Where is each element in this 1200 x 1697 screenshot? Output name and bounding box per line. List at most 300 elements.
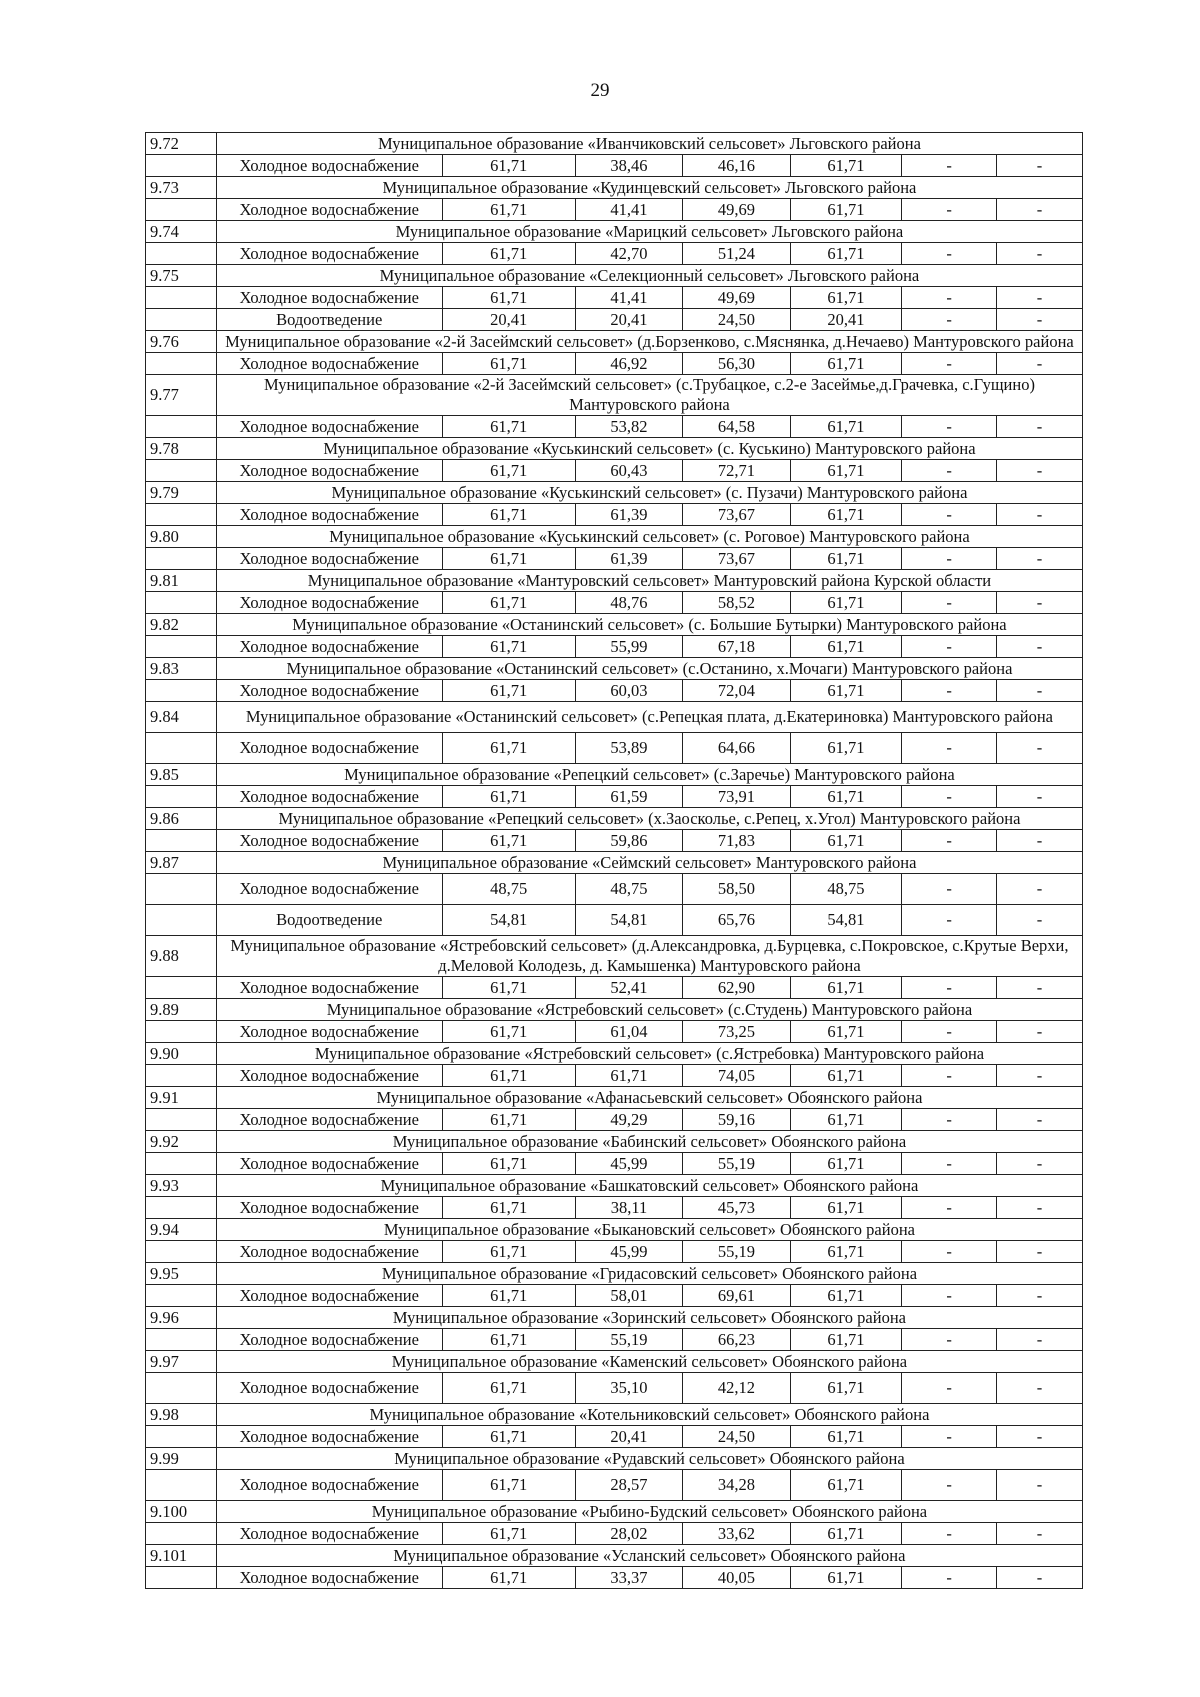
tariff-value-cell: 58,01: [575, 1285, 682, 1307]
tariff-value-cell: 61,71: [442, 1153, 575, 1175]
service-name: Холодное водоснабжение: [216, 1329, 442, 1351]
tariff-value-cell: 61,71: [790, 416, 902, 438]
section-number: 9.87: [146, 852, 217, 874]
service-name: Холодное водоснабжение: [216, 1109, 442, 1131]
tariff-value-cell: 61,71: [790, 155, 902, 177]
tariff-dash-cell: -: [902, 680, 997, 702]
tariff-value-cell: 71,83: [683, 830, 790, 852]
tariff-row: [146, 1470, 1083, 1501]
tariff-value-cell: 33,37: [575, 1567, 682, 1589]
section-number: 9.96: [146, 1307, 217, 1329]
tariff-row: [146, 680, 1083, 702]
tariff-value-cell: 28,02: [575, 1523, 682, 1545]
tariff-row: [146, 199, 1083, 221]
tariff-value-cell: 42,70: [575, 243, 682, 265]
tariff-row: [146, 460, 1083, 482]
tariff-dash-cell: -: [996, 1285, 1082, 1307]
tariff-row: [146, 977, 1083, 999]
tariff-value-cell: 46,16: [683, 155, 790, 177]
tariff-value-cell: 33,62: [683, 1523, 790, 1545]
tariff-value-cell: 61,71: [790, 1567, 902, 1589]
tariff-value-cell: 61,71: [442, 1285, 575, 1307]
tariff-table: [145, 132, 1083, 1589]
section-title-row: [146, 482, 1083, 504]
section-title: Муниципальное образование «Ястребовский сельсовет» (с.Ястребовка) Мантуровского района: [216, 1043, 1082, 1065]
tariff-value-cell: 45,73: [683, 1197, 790, 1219]
service-name: Холодное водоснабжение: [216, 199, 442, 221]
empty-number-cell: [146, 155, 217, 177]
tariff-value-cell: 61,71: [442, 460, 575, 482]
tariff-value-cell: 61,71: [442, 1470, 575, 1501]
tariff-dash-cell: -: [996, 680, 1082, 702]
tariff-value-cell: 72,04: [683, 680, 790, 702]
tariff-value-cell: 34,28: [683, 1470, 790, 1501]
tariff-row: [146, 1153, 1083, 1175]
section-number: 9.88: [146, 936, 217, 977]
tariff-value-cell: 61,71: [790, 1241, 902, 1263]
empty-number-cell: [146, 592, 217, 614]
service-name: Холодное водоснабжение: [216, 680, 442, 702]
section-number: 9.101: [146, 1545, 217, 1567]
tariff-dash-cell: -: [902, 416, 997, 438]
tariff-dash-cell: -: [902, 199, 997, 221]
tariff-value-cell: 60,03: [575, 680, 682, 702]
section-title-row: [146, 1501, 1083, 1523]
tariff-value-cell: 61,71: [442, 199, 575, 221]
tariff-value-cell: 69,61: [683, 1285, 790, 1307]
service-name: Холодное водоснабжение: [216, 353, 442, 375]
section-number: 9.94: [146, 1219, 217, 1241]
tariff-value-cell: 38,11: [575, 1197, 682, 1219]
tariff-dash-cell: -: [902, 1523, 997, 1545]
section-title: Муниципальное образование «Сеймский сельсовет» Мантуровского района: [216, 852, 1082, 874]
tariff-dash-cell: -: [996, 1153, 1082, 1175]
tariff-value-cell: 64,66: [683, 733, 790, 764]
tariff-value-cell: 54,81: [442, 905, 575, 936]
section-title: Муниципальное образование «Мантуровский сельсовет» Мантуровский района Курской области: [216, 570, 1082, 592]
section-title-row: [146, 936, 1083, 977]
service-name: Холодное водоснабжение: [216, 1241, 442, 1263]
tariff-dash-cell: -: [996, 1329, 1082, 1351]
section-title-row: [146, 1351, 1083, 1373]
tariff-dash-cell: -: [902, 243, 997, 265]
section-title-row: [146, 133, 1083, 155]
tariff-value-cell: 61,71: [442, 1065, 575, 1087]
empty-number-cell: [146, 199, 217, 221]
tariff-value-cell: 61,71: [790, 733, 902, 764]
section-number: 9.95: [146, 1263, 217, 1285]
tariff-dash-cell: -: [996, 504, 1082, 526]
tariff-dash-cell: -: [902, 460, 997, 482]
tariff-dash-cell: -: [996, 1373, 1082, 1404]
section-title: Муниципальное образование «Селекционный сельсовет» Льговского района: [216, 265, 1082, 287]
tariff-row: [146, 592, 1083, 614]
section-title: Муниципальное образование «Каменский сельсовет» Обоянского района: [216, 1351, 1082, 1373]
tariff-value-cell: 55,19: [683, 1153, 790, 1175]
tariff-dash-cell: -: [996, 830, 1082, 852]
section-number: 9.72: [146, 133, 217, 155]
tariff-value-cell: 51,24: [683, 243, 790, 265]
tariff-value-cell: 48,75: [790, 874, 902, 905]
tariff-dash-cell: -: [996, 592, 1082, 614]
section-number: 9.98: [146, 1404, 217, 1426]
empty-number-cell: [146, 1285, 217, 1307]
section-number: 9.100: [146, 1501, 217, 1523]
section-title: Муниципальное образование «Куськинский сельсовет» (с. Пузачи) Мантуровского района: [216, 482, 1082, 504]
tariff-value-cell: 73,67: [683, 548, 790, 570]
tariff-value-cell: 61,04: [575, 1021, 682, 1043]
empty-number-cell: [146, 733, 217, 764]
empty-number-cell: [146, 243, 217, 265]
empty-number-cell: [146, 1065, 217, 1087]
service-name: Холодное водоснабжение: [216, 1285, 442, 1307]
tariff-value-cell: 61,71: [442, 1567, 575, 1589]
tariff-value-cell: 61,71: [790, 1021, 902, 1043]
tariff-dash-cell: -: [902, 733, 997, 764]
tariff-value-cell: 54,81: [575, 905, 682, 936]
section-title-row: [146, 658, 1083, 680]
tariff-dash-cell: -: [996, 1470, 1082, 1501]
empty-number-cell: [146, 1153, 217, 1175]
tariff-value-cell: 20,41: [442, 309, 575, 331]
section-title: Муниципальное образование «2-й Засеймский сельсовет» (с.Трубацкое, с.2-е Засеймье,д.Грачевка, с.Гущино) Мантуровского района: [216, 375, 1082, 416]
tariff-dash-cell: -: [902, 309, 997, 331]
section-title: Муниципальное образование «Ястребовский сельсовет» (с.Студень) Мантуровского района: [216, 999, 1082, 1021]
tariff-dash-cell: -: [902, 1065, 997, 1087]
section-title-row: [146, 764, 1083, 786]
tariff-row: [146, 1109, 1083, 1131]
empty-number-cell: [146, 905, 217, 936]
tariff-value-cell: 61,71: [790, 287, 902, 309]
tariff-row: [146, 309, 1083, 331]
tariff-dash-cell: -: [902, 1470, 997, 1501]
service-name: Холодное водоснабжение: [216, 416, 442, 438]
section-number: 9.78: [146, 438, 217, 460]
tariff-row: [146, 287, 1083, 309]
empty-number-cell: [146, 548, 217, 570]
section-title: Муниципальное образование «Иванчиковский сельсовет» Льговского района: [216, 133, 1082, 155]
tariff-value-cell: 73,25: [683, 1021, 790, 1043]
tariff-value-cell: 53,82: [575, 416, 682, 438]
section-title: Муниципальное образование «Марицкий сельсовет» Льговского района: [216, 221, 1082, 243]
tariff-value-cell: 24,50: [683, 1426, 790, 1448]
section-title: Муниципальное образование «Усланский сельсовет» Обоянского района: [216, 1545, 1082, 1567]
tariff-value-cell: 55,19: [683, 1241, 790, 1263]
tariff-value-cell: 61,71: [442, 504, 575, 526]
tariff-value-cell: 61,71: [790, 460, 902, 482]
tariff-value-cell: 20,41: [575, 1426, 682, 1448]
tariff-dash-cell: -: [902, 786, 997, 808]
tariff-value-cell: 20,41: [790, 309, 902, 331]
tariff-row: [146, 874, 1083, 905]
empty-number-cell: [146, 830, 217, 852]
empty-number-cell: [146, 1470, 217, 1501]
tariff-dash-cell: -: [996, 1065, 1082, 1087]
empty-number-cell: [146, 1426, 217, 1448]
section-title: Муниципальное образование «Репецкий сельсовет» (с.Заречье) Мантуровского района: [216, 764, 1082, 786]
tariff-value-cell: 61,71: [790, 1470, 902, 1501]
section-title: Муниципальное образование «Репецкий сельсовет» (х.Заосколье, с.Репец, х.Угол) Мантуровского района: [216, 808, 1082, 830]
tariff-value-cell: 61,71: [790, 636, 902, 658]
tariff-value-cell: 61,71: [442, 1109, 575, 1131]
section-number: 9.80: [146, 526, 217, 548]
section-number: 9.90: [146, 1043, 217, 1065]
empty-number-cell: [146, 460, 217, 482]
section-title-row: [146, 1043, 1083, 1065]
section-title-row: [146, 331, 1083, 353]
tariff-dash-cell: -: [996, 786, 1082, 808]
tariff-value-cell: 61,71: [790, 592, 902, 614]
tariff-value-cell: 61,71: [790, 1065, 902, 1087]
tariff-value-cell: 60,43: [575, 460, 682, 482]
empty-number-cell: [146, 1523, 217, 1545]
tariff-row: [146, 636, 1083, 658]
service-name: Холодное водоснабжение: [216, 874, 442, 905]
tariff-value-cell: 59,16: [683, 1109, 790, 1131]
section-title: Муниципальное образование «Бабинский сельсовет» Обоянского района: [216, 1131, 1082, 1153]
tariff-dash-cell: -: [996, 287, 1082, 309]
tariff-row: [146, 1523, 1083, 1545]
tariff-value-cell: 41,41: [575, 199, 682, 221]
tariff-row: [146, 548, 1083, 570]
tariff-value-cell: 59,86: [575, 830, 682, 852]
tariff-value-cell: 46,92: [575, 353, 682, 375]
tariff-value-cell: 58,52: [683, 592, 790, 614]
empty-number-cell: [146, 680, 217, 702]
section-title: Муниципальное образование «Башкатовский сельсовет» Обоянского района: [216, 1175, 1082, 1197]
section-number: 9.82: [146, 614, 217, 636]
section-number: 9.92: [146, 1131, 217, 1153]
tariff-value-cell: 65,76: [683, 905, 790, 936]
section-number: 9.74: [146, 221, 217, 243]
tariff-dash-cell: -: [902, 592, 997, 614]
tariff-dash-cell: -: [902, 548, 997, 570]
tariff-value-cell: 48,76: [575, 592, 682, 614]
section-title: Муниципальное образование «Афанасьевский сельсовет» Обоянского района: [216, 1087, 1082, 1109]
tariff-dash-cell: -: [996, 309, 1082, 331]
tariff-value-cell: 35,10: [575, 1373, 682, 1404]
tariff-value-cell: 73,91: [683, 786, 790, 808]
section-number: 9.97: [146, 1351, 217, 1373]
tariff-value-cell: 61,71: [790, 1523, 902, 1545]
tariff-value-cell: 61,71: [790, 1285, 902, 1307]
tariff-dash-cell: -: [902, 977, 997, 999]
tariff-value-cell: 61,71: [790, 830, 902, 852]
section-title-row: [146, 1263, 1083, 1285]
tariff-value-cell: 61,71: [442, 592, 575, 614]
tariff-row: [146, 905, 1083, 936]
tariff-value-cell: 61,71: [790, 1426, 902, 1448]
tariff-value-cell: 61,71: [442, 243, 575, 265]
tariff-value-cell: 61,71: [442, 155, 575, 177]
tariff-value-cell: 61,71: [790, 1329, 902, 1351]
service-name: Холодное водоснабжение: [216, 1197, 442, 1219]
tariff-value-cell: 61,71: [790, 353, 902, 375]
section-title-row: [146, 265, 1083, 287]
empty-number-cell: [146, 1241, 217, 1263]
tariff-dash-cell: -: [996, 636, 1082, 658]
tariff-value-cell: 42,12: [683, 1373, 790, 1404]
tariff-value-cell: 61,71: [790, 548, 902, 570]
tariff-row: [146, 830, 1083, 852]
section-title: Муниципальное образование «Кудинцевский сельсовет» Льговского района: [216, 177, 1082, 199]
tariff-dash-cell: -: [996, 733, 1082, 764]
tariff-dash-cell: -: [996, 243, 1082, 265]
service-name: Холодное водоснабжение: [216, 636, 442, 658]
service-name: Водоотведение: [216, 309, 442, 331]
section-number: 9.86: [146, 808, 217, 830]
tariff-value-cell: 61,71: [442, 1021, 575, 1043]
service-name: Холодное водоснабжение: [216, 1021, 442, 1043]
tariff-value-cell: 61,71: [442, 1523, 575, 1545]
tariff-dash-cell: -: [902, 1109, 997, 1131]
section-number: 9.99: [146, 1448, 217, 1470]
tariff-value-cell: 61,71: [442, 733, 575, 764]
empty-number-cell: [146, 416, 217, 438]
service-name: Холодное водоснабжение: [216, 1373, 442, 1404]
section-title: Муниципальное образование «Котельниковский сельсовет» Обоянского района: [216, 1404, 1082, 1426]
tariff-value-cell: 61,71: [442, 548, 575, 570]
tariff-dash-cell: -: [902, 1021, 997, 1043]
tariff-row: [146, 504, 1083, 526]
tariff-row: [146, 1021, 1083, 1043]
tariff-dash-cell: -: [996, 1567, 1082, 1589]
tariff-dash-cell: -: [902, 874, 997, 905]
section-number: 9.73: [146, 177, 217, 199]
tariff-dash-cell: -: [996, 155, 1082, 177]
section-number: 9.76: [146, 331, 217, 353]
tariff-row: [146, 155, 1083, 177]
empty-number-cell: [146, 1021, 217, 1043]
section-title: Муниципальное образование «Куськинский сельсовет» (с. Роговое) Мантуровского района: [216, 526, 1082, 548]
tariff-value-cell: 28,57: [575, 1470, 682, 1501]
section-title-row: [146, 852, 1083, 874]
tariff-dash-cell: -: [996, 548, 1082, 570]
tariff-dash-cell: -: [902, 905, 997, 936]
section-title: Муниципальное образование «Останинский сельсовет» (с.Репецкая плата, д.Екатериновка) Мантуровского района: [216, 702, 1082, 733]
tariff-value-cell: 61,71: [790, 243, 902, 265]
tariff-value-cell: 66,23: [683, 1329, 790, 1351]
tariff-value-cell: 61,71: [442, 636, 575, 658]
section-title-row: [146, 177, 1083, 199]
tariff-value-cell: 55,99: [575, 636, 682, 658]
empty-number-cell: [146, 1373, 217, 1404]
section-number: 9.89: [146, 999, 217, 1021]
section-title: Муниципальное образование «Быкановский сельсовет» Обоянского района: [216, 1219, 1082, 1241]
section-title-row: [146, 1087, 1083, 1109]
tariff-dash-cell: -: [996, 1021, 1082, 1043]
section-title: Муниципальное образование «Куськинский сельсовет» (с. Куськино) Мантуровского района: [216, 438, 1082, 460]
section-number: 9.83: [146, 658, 217, 680]
service-name: Холодное водоснабжение: [216, 733, 442, 764]
tariff-row: [146, 1329, 1083, 1351]
tariff-row: [146, 1567, 1083, 1589]
tariff-row: [146, 1065, 1083, 1087]
service-name: Холодное водоснабжение: [216, 592, 442, 614]
empty-number-cell: [146, 309, 217, 331]
section-number: 9.77: [146, 375, 217, 416]
section-title: Муниципальное образование «Останинский сельсовет» (с.Останино, х.Мочаги) Мантуровского района: [216, 658, 1082, 680]
empty-number-cell: [146, 977, 217, 999]
section-title-row: [146, 614, 1083, 636]
service-name: Холодное водоснабжение: [216, 243, 442, 265]
tariff-value-cell: 49,29: [575, 1109, 682, 1131]
tariff-value-cell: 62,90: [683, 977, 790, 999]
section-title-row: [146, 526, 1083, 548]
section-title-row: [146, 1448, 1083, 1470]
tariff-value-cell: 74,05: [683, 1065, 790, 1087]
section-title: Муниципальное образование «Гридасовский сельсовет» Обоянского района: [216, 1263, 1082, 1285]
section-number: 9.84: [146, 702, 217, 733]
service-name: Холодное водоснабжение: [216, 504, 442, 526]
section-title: Муниципальное образование «2-й Засеймский сельсовет» (д.Борзенково, с.Мяснянка, д.Нечаево) Мантуровского района: [216, 331, 1082, 353]
tariff-value-cell: 61,71: [442, 1197, 575, 1219]
empty-number-cell: [146, 786, 217, 808]
tariff-row: [146, 1197, 1083, 1219]
tariff-row: [146, 733, 1083, 764]
tariff-value-cell: 61,71: [790, 199, 902, 221]
tariff-dash-cell: -: [902, 1426, 997, 1448]
section-number: 9.75: [146, 265, 217, 287]
service-name: Холодное водоснабжение: [216, 155, 442, 177]
tariff-value-cell: 67,18: [683, 636, 790, 658]
tariff-value-cell: 41,41: [575, 287, 682, 309]
empty-number-cell: [146, 287, 217, 309]
tariff-value-cell: 53,89: [575, 733, 682, 764]
tariff-row: [146, 416, 1083, 438]
section-title-row: [146, 438, 1083, 460]
tariff-value-cell: 49,69: [683, 287, 790, 309]
tariff-value-cell: 61,71: [575, 1065, 682, 1087]
section-title-row: [146, 702, 1083, 733]
section-number: 9.93: [146, 1175, 217, 1197]
tariff-value-cell: 20,41: [575, 309, 682, 331]
section-title-row: [146, 1404, 1083, 1426]
tariff-dash-cell: -: [902, 353, 997, 375]
empty-number-cell: [146, 874, 217, 905]
tariff-row: [146, 1285, 1083, 1307]
tariff-value-cell: 61,71: [442, 1373, 575, 1404]
tariff-dash-cell: -: [902, 287, 997, 309]
empty-number-cell: [146, 1197, 217, 1219]
tariff-dash-cell: -: [996, 1523, 1082, 1545]
tariff-value-cell: 61,39: [575, 548, 682, 570]
service-name: Холодное водоснабжение: [216, 1426, 442, 1448]
tariff-dash-cell: -: [902, 830, 997, 852]
service-name: Холодное водоснабжение: [216, 1567, 442, 1589]
service-name: Холодное водоснабжение: [216, 548, 442, 570]
section-title-row: [146, 221, 1083, 243]
page-number: 29: [590, 80, 610, 101]
tariff-value-cell: 72,71: [683, 460, 790, 482]
section-title-row: [146, 1219, 1083, 1241]
tariff-value-cell: 49,69: [683, 199, 790, 221]
tariff-dash-cell: -: [996, 1426, 1082, 1448]
tariff-value-cell: 61,71: [442, 416, 575, 438]
tariff-dash-cell: -: [902, 1373, 997, 1404]
tariff-dash-cell: -: [996, 905, 1082, 936]
tariff-dash-cell: -: [902, 1197, 997, 1219]
tariff-value-cell: 61,71: [442, 353, 575, 375]
tariff-value-cell: 61,71: [790, 680, 902, 702]
tariff-value-cell: 61,71: [790, 1197, 902, 1219]
tariff-value-cell: 61,71: [442, 1329, 575, 1351]
tariff-value-cell: 40,05: [683, 1567, 790, 1589]
service-name: Холодное водоснабжение: [216, 460, 442, 482]
tariff-row: [146, 1241, 1083, 1263]
service-name: Холодное водоснабжение: [216, 1470, 442, 1501]
tariff-value-cell: 45,99: [575, 1241, 682, 1263]
